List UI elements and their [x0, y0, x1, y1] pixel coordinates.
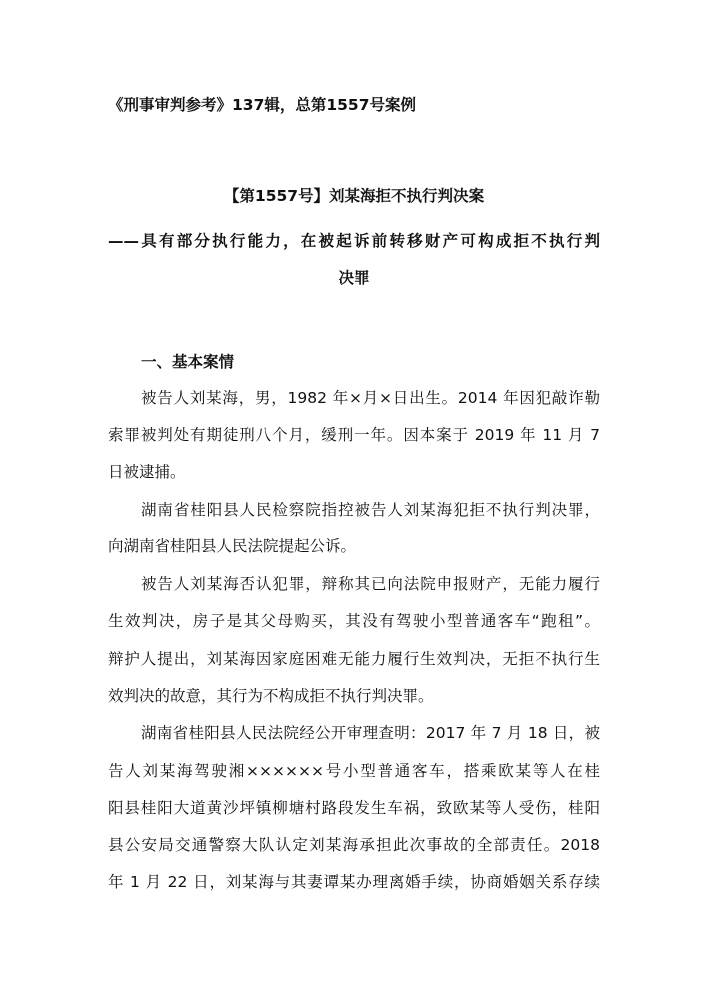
- body-line: 年 1 月 22 日，刘某海与其妻谭某办理离婚手续，协商婚姻关系存续: [108, 873, 600, 891]
- body-line: 被告人刘某海否认犯罪，辩称其已向法院申报财产，无能力履行: [141, 575, 600, 593]
- body-line: 被告人刘某海，男，1982 年×月×日出生。2014 年因犯敲诈勒: [141, 389, 600, 407]
- case-title: 【第1557号】刘某海拒不执行判决案: [223, 187, 485, 205]
- body-line: 辩护人提出，刘某海因家庭困难无能力履行生效判决，无拒不执行生: [108, 650, 600, 668]
- body-line: 湖南省桂阳县人民法院经公开审理查明：2017 年 7 月 18 日，被: [141, 724, 600, 742]
- body-line: 告人刘某海驾驶湘××××××号小型普通客车，搭乘欧某等人在桂: [108, 762, 600, 780]
- body-line: 阳县桂阳大道黄沙坪镇柳塘村路段发生车祸，致欧某等人受伤，桂阳: [108, 799, 600, 817]
- body-line: 日被逮捕。: [108, 463, 186, 481]
- body-line: 向湖南省桂阳县人民法院提起公诉。: [108, 537, 357, 555]
- body-line: 生效判决，房子是其父母购买，其没有驾驶小型普通客车“跑租”。: [108, 612, 600, 630]
- section-heading: 一、基本案情: [141, 353, 235, 371]
- subtitle-line-1: ——具有部分执行能力，在被起诉前转移财产可构成拒不执行判: [108, 232, 600, 250]
- subtitle-line-2: 决罪: [338, 269, 370, 287]
- body-line: 县公安局交通警察大队认定刘某海承担此次事故的全部责任。2018: [108, 836, 600, 854]
- body-line: 效判决的故意，其行为不构成拒不执行判决罪。: [108, 687, 434, 705]
- source-line: 《刑事审判参考》137辑，总第1557号案例: [108, 96, 416, 114]
- body-line: 索罪被判处有期徒刑八个月，缓刑一年。因本案于 2019 年 11 月 7: [108, 426, 600, 444]
- body-line: 湖南省桂阳县人民检察院指控被告人刘某海犯拒不执行判决罪，: [141, 501, 600, 519]
